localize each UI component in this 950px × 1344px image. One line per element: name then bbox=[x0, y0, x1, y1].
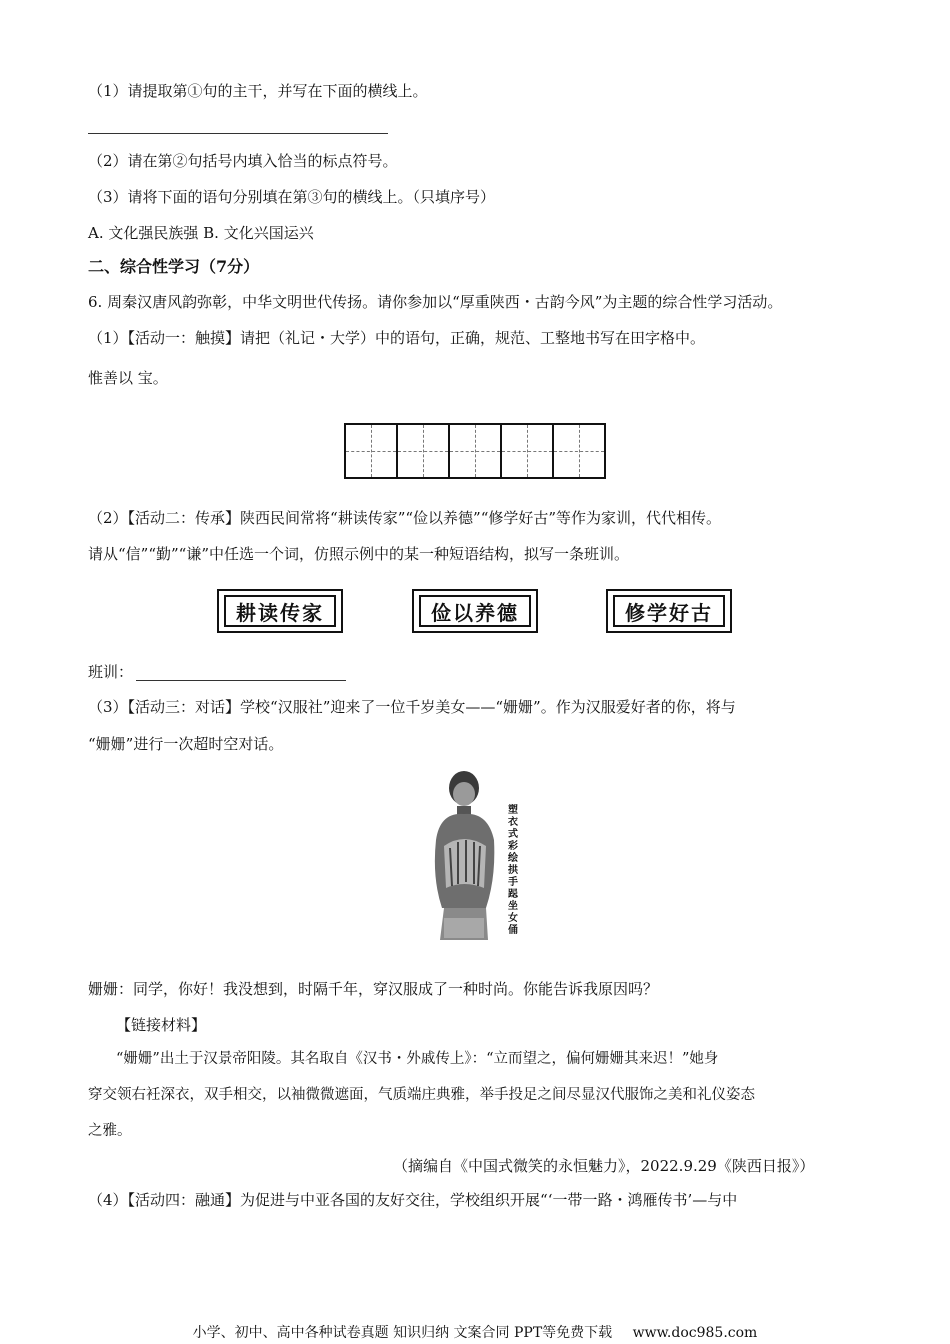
footer-url[interactable]: www.doc985.com bbox=[632, 1325, 758, 1341]
q1-prompt: （1）请提取第①句的主干，并写在下面的横线上。 bbox=[88, 82, 428, 100]
banxun-label: 班训： bbox=[88, 663, 134, 681]
material-title: 【链接材料】 bbox=[116, 1016, 207, 1034]
plaque-1-text: 耕读传家 bbox=[224, 595, 336, 627]
activity-2-line2: 请从“信”“勤”“谦”中任选一个词，仿照示例中的某一种短语结构，拟写一条班训。 bbox=[88, 545, 630, 563]
activity-1-prompt: （1）【活动一：触摸】请把（礼记・大学）中的语句，正确，规范、工整地书写在田字格中。 bbox=[88, 329, 706, 347]
activity-1-sentence: 惟善以 宝。 bbox=[88, 369, 168, 387]
grid-cell[interactable] bbox=[502, 425, 554, 477]
plaque-2 bbox=[412, 589, 538, 633]
activity-3-line2: “姗姗”进行一次超时空对话。 bbox=[88, 735, 284, 753]
q6-intro: 6. 周秦汉唐风韵弥彰，中华文明世代传扬。请你参加以“厚重陕西・古韵今风”为主题的综合性学习活动。 bbox=[88, 293, 783, 311]
q3-options: A. 文化强民族强 B. 文化兴国运兴 bbox=[88, 224, 314, 242]
banxun-answer-blank[interactable] bbox=[136, 680, 346, 681]
footer-text: 小学、初中、高中各种试卷真题 知识归纳 文案合同 PPT等免费下载 bbox=[192, 1325, 613, 1341]
figurine-caption: 塑衣式彩绘拱手跽坐女俑 bbox=[508, 805, 518, 936]
grid-cell[interactable] bbox=[450, 425, 502, 477]
plaque-1 bbox=[217, 589, 343, 633]
material-paragraph-line3: 之雅。 bbox=[88, 1123, 132, 1139]
grid-cell[interactable] bbox=[554, 425, 604, 477]
q1-answer-blank[interactable] bbox=[88, 133, 388, 134]
plaque-2-text: 俭以养德 bbox=[419, 595, 531, 627]
q2-prompt: （2）请在第②句括号内填入恰当的标点符号。 bbox=[88, 152, 398, 170]
grid-cell[interactable] bbox=[346, 425, 398, 477]
activity-4-prompt: （4）【活动四：融通】为促进与中亚各国的友好交往，学校组织开展“‘一带一路・鸿雁传书’—与中 bbox=[88, 1191, 738, 1209]
activity-3-line1: （3）【活动三：对话】学校“汉服社”迎来了一位千岁美女——“姗姗”。作为汉服爱好者的你，将与 bbox=[88, 698, 736, 716]
activity-2-line1: （2）【活动二：传承】陕西民间常将“耕读传家”“俭以养德”“修学好古”等作为家训，代代相传。 bbox=[88, 509, 722, 527]
shanshan-dialogue: 姗姗：同学，你好！我没想到，时隔千年，穿汉服成了一种时尚。你能告诉我原因吗？ bbox=[88, 980, 659, 998]
tianzige-grid[interactable] bbox=[344, 423, 606, 479]
grid-cell[interactable] bbox=[398, 425, 450, 477]
plaque-3-text: 修学好古 bbox=[613, 595, 725, 627]
section-2-title: 二、综合性学习（7分） bbox=[88, 257, 260, 276]
page-footer bbox=[0, 1322, 950, 1342]
material-source: （摘编自《中国式微笑的永恒魅力》，2022.9.29《陕西日报》） bbox=[393, 1157, 815, 1175]
material-paragraph-line1: “姗姗”出土于汉景帝阳陵。其名取自《汉书・外戚传上》：“立而望之，偏何姗姗其来迟！”她身 bbox=[116, 1051, 719, 1067]
material-paragraph-line2: 穿交领右衽深衣，双手相交，以袖微微遮面，气质端庄典雅，举手投足之间尽显汉代服饰之美和礼仪姿态 bbox=[88, 1087, 755, 1103]
q3-prompt: （3）请将下面的语句分别填在第③句的横线上。（只填序号） bbox=[88, 188, 496, 206]
plaque-3 bbox=[606, 589, 732, 633]
